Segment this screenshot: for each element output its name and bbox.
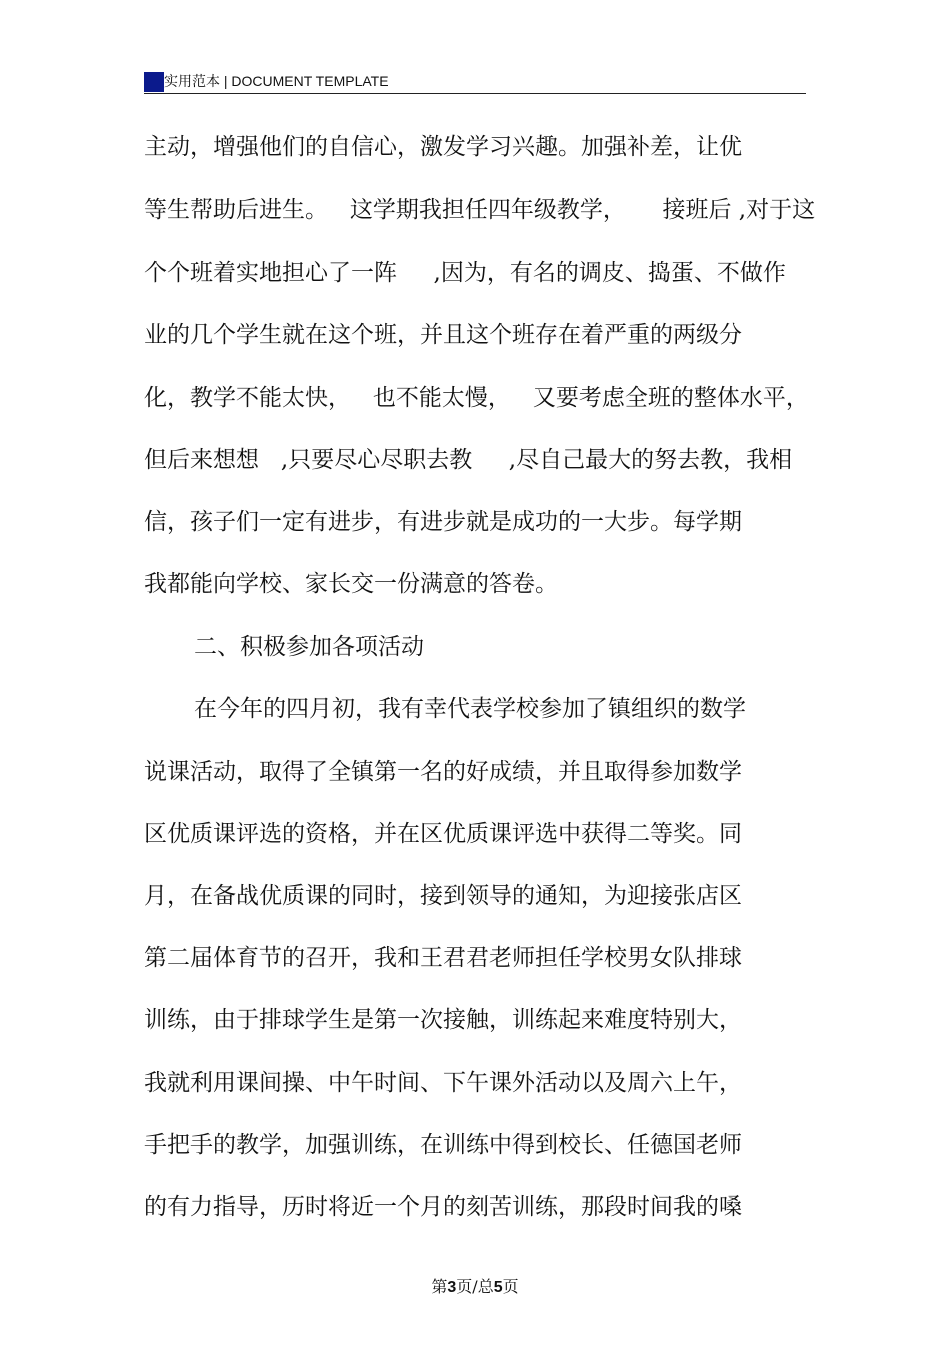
page-footer (0, 1274, 950, 1297)
body-line: 我就利用课间操、中午时间、下午课外活动以及周六上午， (144, 1070, 742, 1096)
page-number-suffix: 页 (502, 1277, 519, 1296)
body-line: 训练，由于排球学生是第一次接触，训练起来难度特别大， (144, 1007, 742, 1033)
page-number-prefix: 第 (431, 1277, 448, 1296)
body-line: 信，孩子们一定有进步，有进步就是成功的一大步。每学期 (144, 509, 742, 535)
body-line: 在今年的四月初，我有幸代表学校参加了镇组织的数学 (194, 696, 746, 722)
body-line: 手把手的教学，加强训练，在训练中得到校长、任德国老师 (144, 1132, 742, 1158)
header-divider (144, 93, 806, 94)
page-number-current: 3 (447, 1279, 457, 1296)
body-line: 说课活动，取得了全镇第一名的好成绩，并且取得参加数学 (144, 759, 742, 785)
section-heading: 二、积极参加各项活动 (194, 634, 424, 660)
body-line: 但后来想想 ,只要尽心尽职去教 ,尽自己最大的努去教，我相 (144, 447, 793, 473)
header-logo-mark (144, 72, 164, 92)
body-line: 区优质课评选的资格，并在区优质课评选中获得二等奖。同 (144, 821, 742, 847)
header-label: 实用范本 | DOCUMENT TEMPLATE (164, 73, 389, 89)
body-line: 我都能向学校、家长交一份满意的答卷。 (144, 571, 558, 597)
body-line: 业的几个学生就在这个班，并且这个班存在着严重的两级分 (144, 322, 742, 348)
body-line: 主动，增强他们的自信心，激发学习兴趣。加强补差，让优 (144, 134, 742, 160)
body-line: 的有力指导，历时将近一个月的刻苦训练，那段时间我的嗓 (144, 1194, 742, 1220)
body-line: 个个班着实地担心了一阵 ,因为，有名的调皮、捣蛋、不做作 (144, 260, 786, 286)
page-header (144, 68, 806, 94)
body-line: 化，教学不能太快， 也不能太慢， 又要考虑全班的整体水平， (144, 385, 809, 411)
body-line: 等生帮助后进生。 这学期我担任四年级教学， 接班后 ,对于这 (144, 197, 816, 223)
body-line: 月，在备战优质课的同时，接到领导的通知，为迎接张店区 (144, 883, 742, 909)
page-number-total: 5 (493, 1279, 503, 1296)
body-line: 第二届体育节的召开，我和王君君老师担任学校男女队排球 (144, 945, 742, 971)
page-number-middle: 页/总 (456, 1277, 494, 1296)
